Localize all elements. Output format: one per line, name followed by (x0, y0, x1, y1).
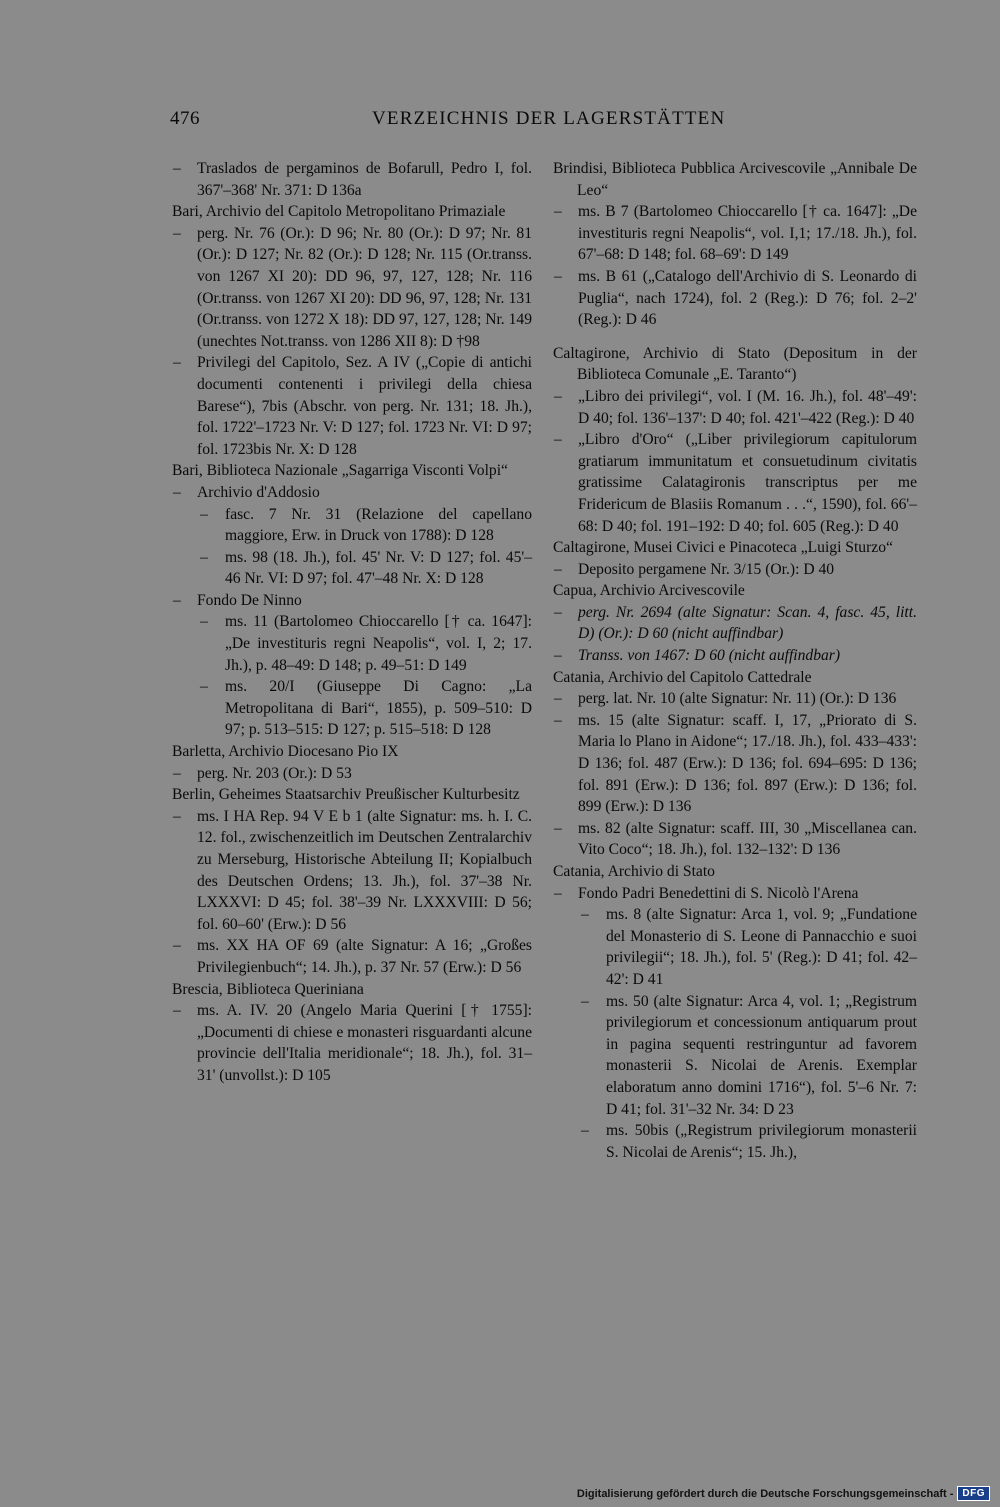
holding-entry: – „Libro dei privilegi“, vol. I (M. 16. Jh.), fol. 48'–49': D 40; fol. 136'–137': D 40; fol. 421'–422 (Reg.): D 40 (553, 386, 917, 429)
archive-heading: Capua, Archivio Arcivescovile (553, 582, 745, 600)
archive-heading: Caltagirone, Archivio di Stato (Depositum in der Biblioteca Comunale „E. Taranto“) (553, 344, 917, 384)
holding-entry: – ms. 82 (alte Signatur: scaff. III, 30 „Miscellanea can. Vito Coco“; 18. Jh.), fol. 132–132': D 136 (553, 818, 917, 861)
holding-entry: – ms. 20/I (Giuseppe Di Cagno: „La Metropolitana di Bari“, 1855), p. 509–510: D 97; p. 513–515: D 127; p. 515–518: D 128 (172, 676, 532, 741)
left-column (172, 158, 532, 1087)
holding-entry: – Transs. von 1467: D 60 (nicht auffindbar) (553, 645, 917, 667)
holding-entry: – Deposito pergamene Nr. 3/15 (Or.): D 40 (553, 559, 917, 581)
holding-entry: – Archivio d'Addosio (172, 482, 532, 504)
holding-entry: – perg. Nr. 203 (Or.): D 53 (172, 763, 532, 785)
archive-heading: Bari, Biblioteca Nazionale „Sagarriga Visconti Volpi“ (172, 462, 508, 480)
holding-entry: – ms. B 61 („Catalogo dell'Archivio di S. Leonardo di Puglia“, nach 1724), fol. 2 (Reg.): D 76; fol. 2–2' (Reg.): D 46 (553, 266, 917, 331)
holding-entry: – perg. Nr. 2694 (alte Signatur: Scan. 4, fasc. 45, litt. D) (Or.): D 60 (nicht auffindbar) (553, 602, 917, 645)
holding-entry: – Privilegi del Capitolo, Sez. A IV („Copie di antichi documenti contenenti i privilegi della chiesa Barese“), 7bis (Abschr. von perg. Nr. 131; 18. Jh.), fol. 1722'–1723 Nr. V: D 127; fol. 1723 Nr. VI: D 97; fol. 1723bis Nr. X: D 128 (172, 352, 532, 460)
archive-heading: Brindisi, Biblioteca Pubblica Arcivescovile „Annibale De Leo“ (553, 160, 917, 199)
running-title: VERZEICHNIS DER LAGERSTÄTTEN (372, 108, 726, 129)
holding-entry: – ms. 11 (Bartolomeo Chioccarello [† ca. 1647]: „De investituris regni Neapolis“, vol. I, 2; 17. Jh.), p. 48–49: D 148; p. 49–51: D 149 (172, 611, 532, 676)
holding-entry: – ms. 15 (alte Signatur: scaff. I, 17, „Priorato di S. Maria lo Plano in Aidone“; 17./18. Jh.), fol. 433–433': D 136; fol. 487 (Erw.): D 136; fol. 694–695: D 136; fol. 891 (Erw.): D 136; fol. 897 (Erw.): D 136; fol. 899 (Erw.): D 136 (553, 710, 917, 818)
holding-entry: – ms. 8 (alte Signatur: Arca 1, vol. 9; „Fundatione del Monasterio di S. Leone di Pannacchio e suoi privilegii“; 18. Jh.), fol. 5' (Reg.): D 41; fol. 42–42': D 41 (553, 904, 917, 990)
dfg-logo: DFG (957, 1486, 990, 1501)
holding-entry: – ms. XX HA OF 69 (alte Signatur: A 16; „Großes Privilegienbuch“; 14. Jh.), p. 37 Nr. 57 (Erw.): D 56 (172, 935, 532, 978)
footer-text: Digitalisierung gefördert durch die Deutsche Forschungsgemeinschaft - (576, 1487, 954, 1500)
archive-heading: Caltagirone, Musei Civici e Pinacoteca „Luigi Sturzo“ (553, 539, 893, 557)
archive-heading: Brescia, Biblioteca Queriniana (172, 980, 364, 998)
archive-heading: Catania, Archivio di Stato (553, 863, 715, 880)
holding-entry: – fasc. 7 Nr. 31 (Relazione del capellano maggiore, Erw. in Druck von 1788): D 128 (172, 504, 532, 547)
archive-heading: Catania, Archivio del Capitolo Cattedrale (553, 668, 812, 686)
archive-heading: Bari, Archivio del Capitolo Metropolitano Primaziale (172, 203, 506, 221)
holding-entry: – ms. A. IV. 20 (Angelo Maria Querini [† 1755]: „Documenti di chiese e monasteri risguardanti alcune provincie dell'Italia meridionale“; 18. Jh.), fol. 31–31' (unvollst.): D 105 (172, 1000, 532, 1086)
archive-heading: Berlin, Geheimes Staatsarchiv Preußischer Kulturbesitz (172, 786, 520, 804)
holding-entry: – ms. 98 (18. Jh.), fol. 45' Nr. V: D 127; fol. 45'–46 Nr. VI: D 97; fol. 47'–48 Nr. X: D 128 (172, 547, 532, 590)
holding-entry: – Fondo De Ninno (172, 590, 532, 612)
holding-entry: – Fondo Padri Benedettini di S. Nicolò l'Arena (553, 883, 917, 905)
holding-entry: – perg. lat. Nr. 10 (alte Signatur: Nr. 11) (Or.): D 136 (553, 688, 917, 710)
holding-entry: – perg. Nr. 76 (Or.): D 96; Nr. 80 (Or.): D 97; Nr. 81 (Or.): D 127; Nr. 82 (Or.): D 128; Nr. 115 (Or.transs. von 1267 XI 20): DD 96, 97, 127, 128; Nr. 116 (Or.transs. von 1267 XI 20): DD 96, 97, 128; Nr. 131 (Or.transs. von 1272 X 18): DD 97, 127, 128; Nr. 149 (unechtes Not.transs. von 1286 XII 8): D †98 (172, 223, 532, 353)
holding-entry: – ms. 50 (alte Signatur: Arca 4, vol. 1; „Registrum privilegiorum et concessionum antiquarum prout in pagina sequenti restringuntur ad favorem monasterii S. Nicolai de Arenis. Exemplar elaboratum anno domini 1716“), fol. 5'–6 Nr. 7: D 41; fol. 31'–32 Nr. 34: D 23 (553, 991, 917, 1121)
archive-heading: Barletta, Archivio Diocesano Pio IX (172, 743, 399, 761)
holding-entry: – ms. I HA Rep. 94 V E b 1 (alte Signatur: ms. h. I. C. 12. fol., zwischenzeitlich im Deutschen Zentralarchiv zu Merseburg, Historische Abteilung II; Kopialbuch des Deutschen Ordens; 13. Jh.), fol. 37'–38 Nr. LXXXVI: D 45; fol. 38'–39 Nr. LXXXVIII: D 56; fol. 60–60' (Erw.): D 56 (172, 806, 532, 936)
holding-entry: – ms. B 7 (Bartolomeo Chioccarello [† ca. 1647]: „De investituris regni Neapolis“, vol. I,1; 17./18. Jh.), fol. 67'–68: D 148; fol. 68–69': D 149 (553, 201, 917, 266)
holding-entry: – ms. 50bis („Registrum privilegiorum monasterii S. Nicolai de Arenis“; 15. Jh.), (553, 1120, 917, 1163)
holding-entry: – „Libro d'Oro“ („Liber privilegiorum capitulorum gratiarum immunitatum et consuetudinum civitatis gratissime Calatagironis transcriptus per me Fridericum de Blasiis Romanum . . .“, 1590), fol. 66'–68: D 40; fol. 191–192: D 40; fol. 605 (Reg.): D 40 (553, 429, 917, 537)
right-column (553, 158, 917, 1163)
page-header (0, 108, 1000, 138)
page-number: 476 (170, 108, 200, 129)
holding-entry: – Traslados de pergaminos de Bofarull, Pedro I, fol. 367'–368' Nr. 371: D 136a (172, 158, 532, 201)
footer (577, 1486, 990, 1501)
